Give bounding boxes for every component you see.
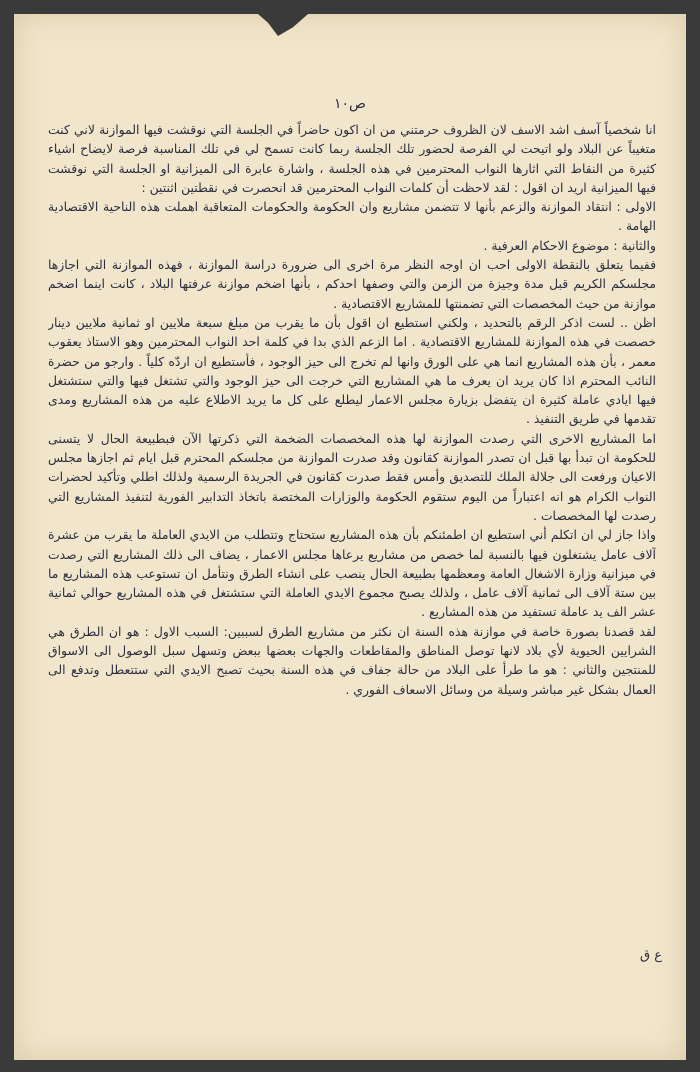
document-body [48,120,656,950]
paragraph: اما المشاريع الاخرى التي رصدت الموازنة لها هذه المخصصات الضخمة التي ذكرتها الآن فبطبيعة الحال لا يتسنى للحكومة ان تبدأ بها قبل ان تصدر الموازنة كقانون وقد صدرت الموازنة من مجلسكم المحترم قبل ايام ثم اجازها مجلس الاعيان ورفعت الى جلالة الملك للتصديق وأمس فقط صدرت كقانون في الجريدة الرسمية ولذلك اطلي وتأكيد لحضرات النواب الكرام هو انه اعتباراً من اليوم ستقوم الحكومة والوزارات المختصة باتخاذ التدابير الفورية لتنفيذ المشاريع التي رصدت لها المخصصات . [48,430,656,523]
footer-initials: ع ق [640,948,662,963]
paragraph: الاولى : انتقاد الموازنة والزعم بأنها لا تتضمن مشاريع وان الحكومة والحكومات المتعاقبة اهملت هذه الناحية الاقتصادية الهامة . [48,199,656,234]
page-number: ص١٠ [334,96,366,112]
paragraph: اظن .. لست اذكر الرقم بالتحديد ، ولكني استطيع ان اقول بأن ما يقرب من مبلغ سبعة ملايين او ثمانية ملايين دينار خصصت في هذه الموازنة للمشاريع الاقتصادية . اما الزعم الذي بدا في كلمة احد النواب المحترمين وهو الاستاذ يعقوب معمر ، بأن هذه المشاريع انما هي على الورق وانها لم تخرج الى حيز الوجود ، فأستطيع ان اردّه كلياً . وارجو من حضرة النائب المحترم اذا كان يريد ان يعرف ما هي المشاريع التي خرجت الى حيز الوجود والتي تشتغل فيها والتي ستشتغل فيها ايادي عاملة كثيرة ان يتفضل بزيارة مجلس الاعمار ليطلع على كل ما يريد الاطلاع عليه من هذه المشاريع ومدى تقدمها في طريق التنفيذ . [48,314,656,427]
paragraph: ففيما يتعلق بالنقطة الاولى احب ان اوجه النظر مرة اخرى الى ضرورة دراسة الموازنة ، فهذه الموازنة التي اجازها مجلسكم الكريم قبل مدة وجيزة من الزمن والتي وصفها احدكم ، بأنها اضخم موازنة عرفتها البلاد ، كانت اينما اضخم موازنة من حيث المخصصات التي تضمنتها للمشاريع الاقتصادية . [48,257,656,311]
paragraph: واذا جاز لي ان اتكلم أني استطيع ان اطمئنكم بأن هذه المشاريع ستحتاج وتتطلب من الايدي العاملة ما يقرب من عشرة آلاف عامل يشتغلون فيها بالنسبة لما خصص من مشاريع يرعاها مجلس الاعمار ، يضاف الى ذلك المشاريع التي رصدت في ميزانية وزارة الاشغال العامة ومعظمها بطبيعة الحال ينصب على انشاء الطرق ونتأمل ان تستوعب هذه المشاريع ما بين ستة آلاف الى ثمانية آلاف عامل ، ولذلك يصبح مجموع الايدي العاملة التي ستشتغل في هذه المشاريع حوالي ثمانية عشر الف يد عاملة تستفيد من هذه المشاريع . [48,527,656,620]
paragraph: والثانية : موضوع الاحكام العرفية . [483,237,656,253]
paragraph: لقد قصدنا بصورة خاصة في موازنة هذه السنة ان نكثر من مشاريع الطرق لسببين: السبب الاول : هو ان الطرق هي الشرايين الحيوية لأي بلاد لانها توصل المناطق والمقاطعات والجهات بعضها ببعض وتسهل سبل الوصول الى الاسواق للمنتجين والثاني : هو ما طرأ على البلاد من حالة جفاف في هذه السنة بحيث تصبح الايدي التي ستتعطل وتدفع الى العمال بشكل غير مباشر وسيلة من وسائل الاسعاف الفوري . [48,623,656,697]
paragraph: انا شخصياً آسف اشد الاسف لان الظروف حرمتني من ان اكون حاضراً في الجلسة التي نوقشت فيها الموازنة لاني كنت متغيباً عن البلاد ولو اتيحت لي الفرصة لحضور تلك الجلسة ربما كانت تسمح لي في تلك المناسبة فرصة لايضاح اشياء كثيرة من النقاط التي اثارها النواب المحترمين في هذه الجلسة ، واشارة عابرة الى الميزانية او الجلسة التي نوقشت فيها الميزانية اريد ان اقول : لقد لاحظت أن كلمات النواب المحترمين قد انحصرت في نقطتين اثنتين : [48,122,656,195]
